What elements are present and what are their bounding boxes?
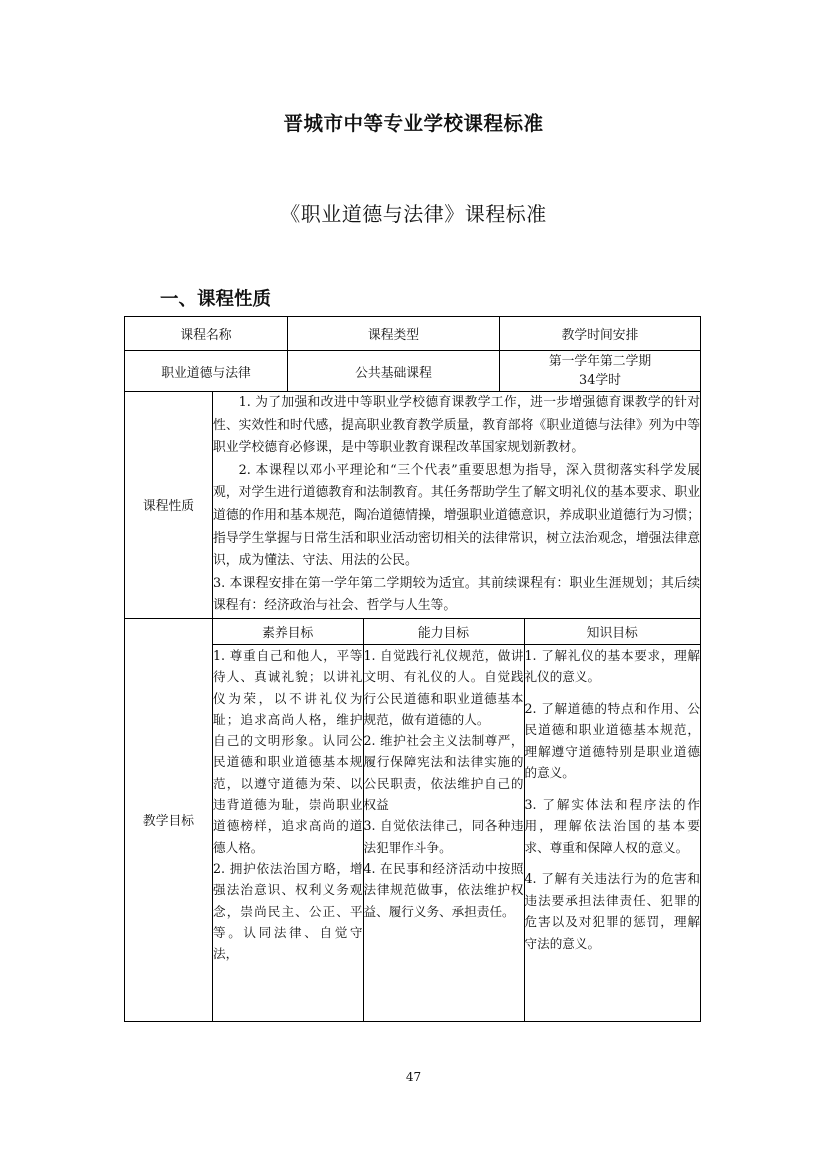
literacy-item-2: 2. 拥护依法治国方略，增强法治意识、权利义务观念，崇尚民主、公正、平等。认同法律、自觉守法， [213, 860, 363, 962]
knowledge-item-1: 1. 了解礼仪的基本要求，理解礼仪的意义。 [524, 647, 700, 685]
schedule-line-1: 第一学年第二学期 [548, 354, 652, 369]
course-nature-content [213, 392, 701, 619]
literacy-column [213, 644, 363, 1021]
header-course-name: 课程名称 [125, 317, 288, 351]
course-type-value: 公共基础课程 [288, 351, 500, 392]
nature-paragraph-2: 2. 本课程以邓小平理论和“三个代表”重要思想为指导，深入贯彻落实科学发展观，对学生进行道德教育和法制教育。其任务帮助学生了解文明礼仪的基本要求、职业道德的作用和基本规范，陶冶道德情操，增强职业道德意识，养成职业道德行为习惯；指导学生掌握与日常生活和职业活动密切相关的法律常识，树立法治观念，增强法律意识，成为懂法、守法、用法的公民。 [213, 462, 700, 569]
literacy-header: 素养目标 [213, 619, 363, 645]
nature-paragraph-3: 3. 本课程安排在第一学年第二学期较为适宜。其前续课程有：职业生涯规划；其后续课程有：经济政治与社会、哲学与人生等。 [213, 575, 700, 614]
knowledge-item-2: 2. 了解道德的特点和作用、公民道德和职业道德基本规范，理解遵守道德特别是职业道德的意义。 [524, 700, 700, 781]
objectives-header-row [213, 619, 700, 645]
objectives-body-row [213, 644, 700, 1021]
knowledge-column [524, 644, 700, 1021]
header-course-type: 课程类型 [288, 317, 500, 351]
literacy-item-1: 1. 尊重自己和他人，平等待人、真诚礼貌；以讲礼仪为荣，以不讲礼仪为耻；追求高尚人格，维护自己的文明形象。认同公民道德和职业道德基本规范，以遵守道德为荣、以违背道德为耻，崇尚职业道德榜样，追求高尚的道德人格。 [213, 647, 363, 855]
page-number: 47 [405, 1070, 422, 1084]
table-header-row [125, 317, 701, 351]
objectives-row [125, 618, 701, 1021]
ability-header: 能力目标 [363, 619, 524, 645]
course-standard-table [124, 316, 701, 1022]
table-info-row [125, 351, 701, 392]
ability-column [363, 644, 524, 1021]
ability-item-4: 4. 在民事和经济活动中按照法律规范做事，依法维护权益、履行义务、承担责任。 [363, 860, 524, 919]
objectives-content [213, 618, 701, 1021]
header-schedule: 教学时间安排 [500, 317, 701, 351]
course-nature-row [125, 392, 701, 619]
schedule-value [500, 351, 701, 392]
schedule-line-2: 34学时 [579, 373, 621, 388]
school-title: 晋城市中等专业学校课程标准 [283, 112, 544, 135]
ability-item-1: 1. 自觉践行礼仪规范，做讲文明、有礼仪的人。自觉践行公民道德和职业道德基本规范，做有道德的人。 [363, 647, 524, 727]
knowledge-item-4: 4. 了解有关违法行为的危害和违法要承担法律责任、犯罪的危害以及对犯罪的惩罚，理解守法的意义。 [524, 871, 700, 951]
course-name-value: 职业道德与法律 [125, 351, 288, 392]
ability-item-2: 2. 维护社会主义法制尊严，履行保障宪法和法律实施的公民职责，依法维护自己的权益 [363, 733, 524, 813]
nature-paragraph-1: 1. 为了加强和改进中等职业学校德育课教学工作，进一步增强德育课教学的针对性、实效性和时代感，提高职业教育教学质量，教育部将《职业道德与法律》列为中等职业学校德育必修课，是中等职业教育课程改革国家规划新教材。 [213, 395, 700, 456]
objectives-inner-table [213, 619, 700, 1021]
knowledge-header: 知识目标 [524, 619, 700, 645]
course-nature-label: 课程性质 [125, 392, 213, 619]
section-heading: 一、课程性质 [160, 289, 272, 310]
course-title: 《职业道德与法律》课程标准 [280, 202, 547, 226]
knowledge-item-3: 3. 了解实体法和程序法的作用，理解依法治国的基本要求、尊重和保障人权的意义。 [524, 796, 700, 855]
objectives-label: 教学目标 [125, 618, 213, 1021]
ability-item-3: 3. 自觉依法律己，同各种违法犯罪作斗争。 [363, 818, 524, 855]
